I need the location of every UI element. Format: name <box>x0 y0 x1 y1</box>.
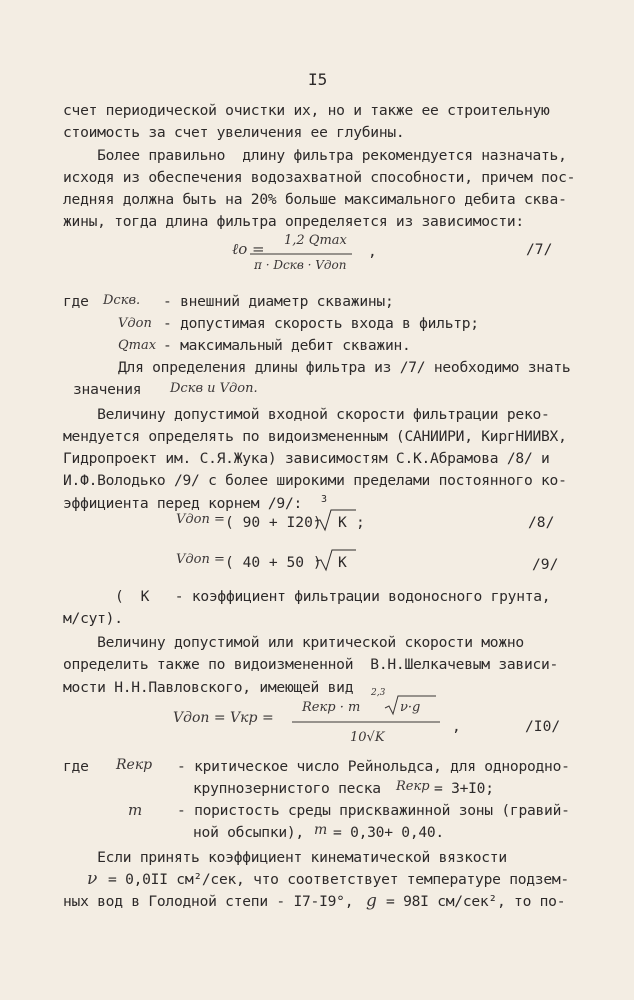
def-symbol: Dскв. <box>103 293 141 308</box>
eq10-radicand: ν·g <box>400 700 421 715</box>
eq7-number: /7/ <box>526 241 553 258</box>
def-text: - внешний диаметр скважины; <box>163 293 394 310</box>
text-line: счет периодической очистки их, но и также ее строительную <box>63 102 550 119</box>
text-line: мости Н.Н.Павловского, имеющей вид <box>63 679 354 696</box>
eq9-lhs: Vдоп = <box>176 552 225 567</box>
def-lead: где <box>63 758 89 775</box>
eq10-denominator: 10√K <box>350 730 385 745</box>
page-number: I5 <box>308 70 328 89</box>
text-line: определить также по видоизмененной В.Н.Шелкачевым зависи- <box>63 656 559 673</box>
eq10-lhs: Vдоп = Vкр = <box>173 710 274 726</box>
text-line: Величину допустимой или критической скорости можно <box>63 634 524 651</box>
handwritten-symbols: Dскв и Vдоп. <box>170 381 258 396</box>
eq8-tail: ; <box>356 514 365 531</box>
eq8-lhs: Vдоп = <box>176 512 225 527</box>
def-text: - максимальный дебит скважин. <box>163 337 411 354</box>
text-line: ( K - коэффициент фильтрации водоносного грунта, <box>115 588 551 605</box>
text-line: Величину допустимой входной скорости фильтрации реко- <box>63 406 550 423</box>
eq7-numerator: 1,2 Qmax <box>284 233 347 248</box>
text-line: жины, тогда длина фильтра определяется из зависимости: <box>63 213 524 230</box>
nu-symbol: ν <box>87 869 98 889</box>
def-text: - допустимая скорость входа в фильтр; <box>163 315 479 332</box>
eq10-numerator: Reкр · m <box>302 700 361 715</box>
text-line: Если принять коэффициент кинематической вязкости <box>63 849 507 866</box>
def-lead: где <box>63 293 89 310</box>
def-text: ной обсыпки), <box>193 824 304 841</box>
text-line: Более правильно длину фильтра рекомендуется назначать, <box>63 147 567 164</box>
def-symbol: Qmax <box>118 338 157 353</box>
rek-symbol: Reкр <box>396 779 430 794</box>
eq10-number: /I0/ <box>525 718 561 735</box>
eq9-rhs: ( 40 + 50 ) <box>225 554 322 571</box>
text-line: Гидропроект им. С.Я.Жука) зависимостям С.К.Абрамова /8/ и <box>63 450 550 467</box>
text-line: эффициента перед корнем /9/: <box>63 495 303 512</box>
text-line: мендуется определять по видоизмененным (САНИИРИ, КиргНИИВХ, <box>63 428 567 445</box>
text-line: исходя из обеспечения водозахватной способности, причем пос- <box>63 169 576 186</box>
text-line: м/сут). <box>63 610 123 627</box>
def-text: - критическое число Рейнольдса, для однородно- <box>177 758 570 775</box>
eq10-comma: , <box>452 718 461 735</box>
text-line: = 0,0II см²/сек, что соответствует температуре подзем- <box>108 871 569 888</box>
def-symbol: m <box>128 801 143 819</box>
eq8-number: /8/ <box>528 514 555 531</box>
eq8-radical-sign <box>315 510 356 530</box>
text-line: = 98I см/сек², то по- <box>386 893 566 910</box>
text-line: ледняя должна быть на 20% больше максимального дебита сква- <box>63 191 567 208</box>
text-line: И.Ф.Володько /9/ с более широкими пределами постоянного ко- <box>63 472 567 489</box>
eq9-radicand: K <box>338 554 347 571</box>
def-symbol: Reкр <box>116 757 153 773</box>
eq9-number: /9/ <box>532 556 559 573</box>
eq8-radicand: K <box>338 514 347 531</box>
eq7-comma: , <box>368 243 377 260</box>
eq8-root-index: 3 <box>321 494 328 505</box>
def-symbol: Vдоп <box>118 316 152 331</box>
eq7-denominator: π · Dскв · Vдоп <box>254 258 347 272</box>
text-line: значения <box>73 381 142 398</box>
m-value: = 0,30+ 0,40. <box>333 824 444 841</box>
rek-value: = 3+I0; <box>434 780 494 797</box>
text-line: ных вод в Голодной степи - I7-I9°, <box>63 893 354 910</box>
eq8-rhs: ( 90 + I20) <box>225 514 322 531</box>
eq10-exponent: 2,3 <box>371 688 386 698</box>
eq9-radical-sign <box>316 550 356 570</box>
text-line: Для определения длины фильтра из /7/ необходимо знать <box>118 359 571 376</box>
def-text: крупнозернистого песка <box>193 780 381 797</box>
eq7-lhs: ℓo = <box>232 240 265 258</box>
m-symbol: m <box>314 822 328 838</box>
eq10-radical-sign <box>385 696 436 714</box>
g-symbol: g <box>366 891 377 911</box>
text-line: стоимость за счет увеличения ее глубины. <box>63 124 405 141</box>
def-text: - пористость среды прискважинной зоны (гравий- <box>177 802 570 819</box>
